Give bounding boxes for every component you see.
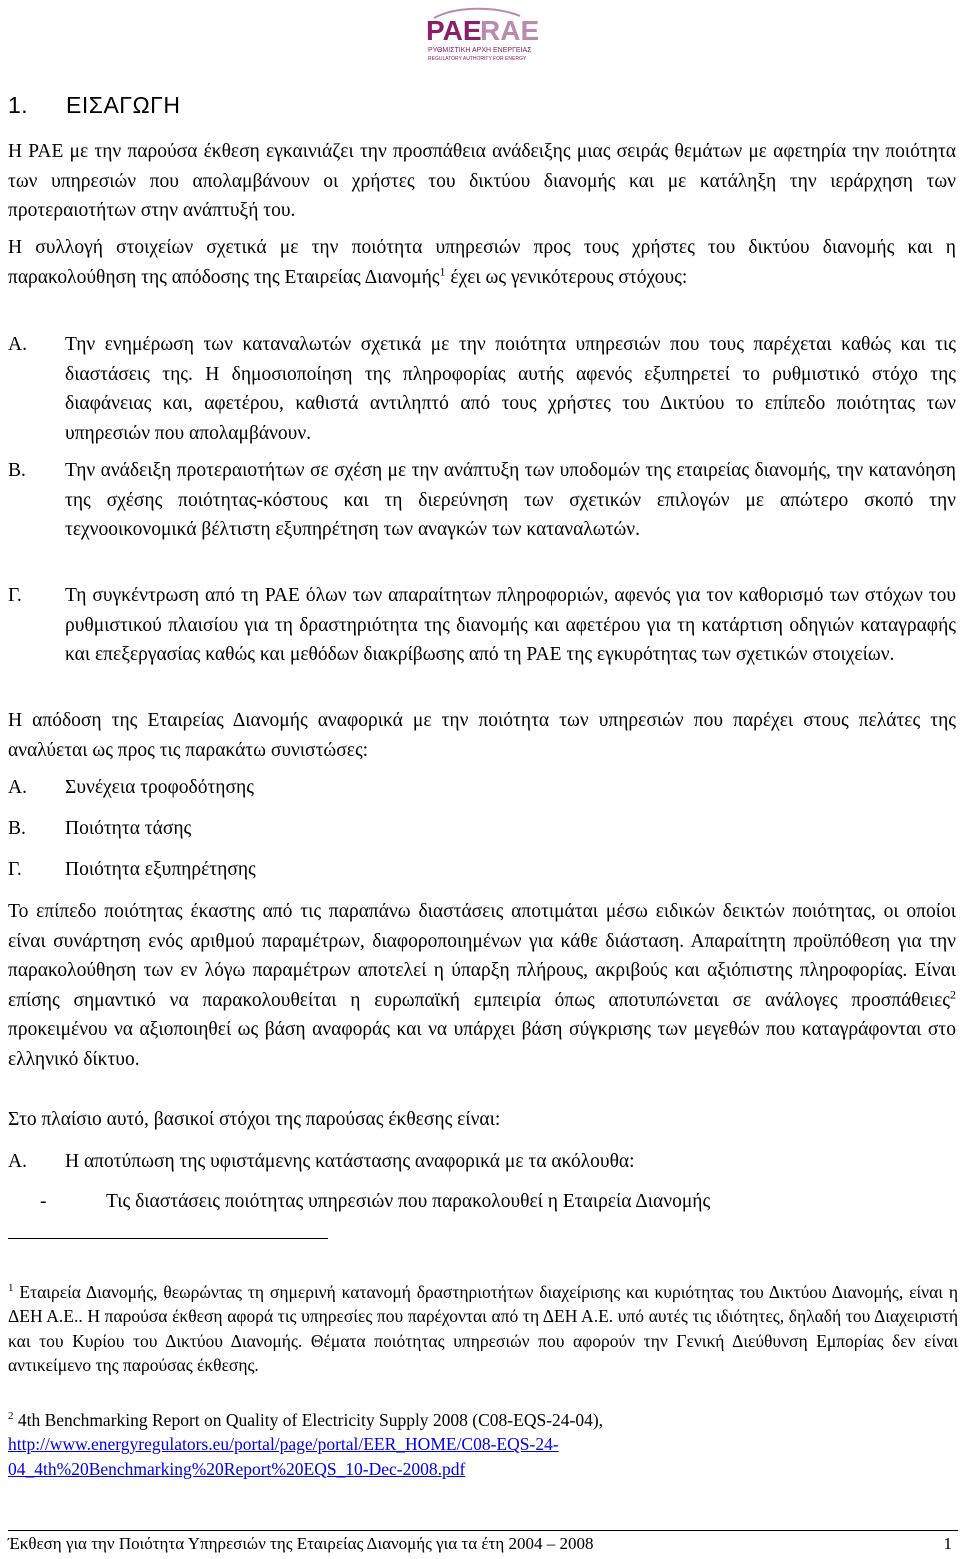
component-item-b bbox=[8, 814, 191, 844]
footer-title: Έκθεση για την Ποιότητα Υπηρεσιών της Εταιρείας Διανομής για τα έτη 2004 – 2008 bbox=[8, 1534, 594, 1553]
footnote-2-text: 4th Benchmarking Report on Quality of Electricity Supply 2008 (C08-EQS-24-04), bbox=[13, 1410, 604, 1430]
component-text: Συνέχεια τροφοδότησης bbox=[65, 777, 254, 798]
intro-p2-text: Η συλλογή στοιχείων σχετικά με την ποιότητα υπηρεσιών προς τους χρήστες του δικτύου διανομής και η παρακολούθηση της απόδοσης της Εταιρείας Διανομής bbox=[8, 237, 956, 288]
bullet-dash: - bbox=[40, 1191, 47, 1212]
footer-separator bbox=[8, 1530, 958, 1531]
objectives-intro: Στο πλαίσιο αυτό, βασικοί στόχοι της παρούσας έκθεσης είναι: bbox=[8, 1109, 501, 1130]
component-text: Ποιότητα εξυπηρέτησης bbox=[65, 859, 256, 880]
logo-tagline: ΡΥΘΜΙΣΤΙΚΗ ΑΡΧΗ ΕΝΕΡΓΕΙΑΣ bbox=[428, 47, 532, 54]
logo-name: PAE bbox=[426, 15, 482, 46]
goal-text: Τη συγκέντρωση από τη ΡΑΕ όλων των απαραίτητων πληροφοριών, αφενός για τον καθορισμό των στόχων του ρυθμιστικού πλαισίου για τη δραστηριότητα της διανομής και αφετέρου για τη κατάρτιση οδηγιών καταγραφής και επεξεργασίας καθώς και μεθόδων διακρίβωσης από τη ΡΑΕ της εγκυρότητας των σχετικών στοιχείων. bbox=[65, 585, 956, 665]
footnote-1-text: Εταιρεία Διανομής, θεωρώντας τη σημερινή κατανομή δραστηριοτήτων διαχείρισης και κυριότητας του Δικτύου Διανομής, είναι η ΔΕΗ Α.Ε.. Η παρούσα έκθεση αφορά τις υπηρεσίες που παρέχονται από τη ΔΕΗ Α.Ε. υπό αυτές τις ιδιότητες, δηλαδή του Διαχειριστή και του Κυρίου του Δικτύου Διανομής. Θέματα ποιότητας υπηρεσιών που αφορούν την Γενική Διεύθυνση Εμπορίας δεν είναι αντικείμενο της παρούσας έκθεσης. bbox=[8, 1282, 958, 1375]
footnote-2-link-cont[interactable]: 04_4th%20Benchmarking%20Report%20EQS_10-Dec-2008.pdf bbox=[8, 1458, 466, 1479]
footnote-2-link[interactable]: http://www.energyregulators.eu/portal/page/portal/EER_HOME/C08-EQS-24- bbox=[8, 1434, 559, 1455]
quality-level-tail: προκειμένου να αξιοποιηθεί ως βάση αναφοράς και να υπάρχει βάση σύγκρισης των μεγεθών που καταγράφονται στο ελληνικό δίκτυο. bbox=[8, 1019, 956, 1070]
objective-label: Α. bbox=[8, 1151, 27, 1172]
footnote-ref-1[interactable]: 1 bbox=[439, 264, 446, 278]
footnote-1 bbox=[8, 1280, 958, 1377]
component-item-c bbox=[8, 855, 256, 885]
goal-label: Β. bbox=[8, 460, 26, 481]
objective-bullet bbox=[40, 1187, 710, 1217]
logo-subname: RAE bbox=[480, 15, 540, 46]
goal-item-c bbox=[8, 581, 956, 670]
goal-text: Την ανάδειξη προτεραιοτήτων σε σχέση με την ανάπτυξη των υποδομών της εταιρείας διανομής, την κατανόηση της σχέσης ποιότητας-κόστους και τη διερεύνηση των σχετικών επιλογών με απώτερο σκοπό την τεχνοοικονομικά βέλτιστη εξυπηρέτηση των αναγκών των καταναλωτών. bbox=[65, 460, 956, 540]
quality-level-paragraph bbox=[8, 897, 956, 1074]
intro-p2-tail: έχει ως γενικότερους στόχους: bbox=[445, 266, 688, 288]
section-heading bbox=[8, 92, 180, 119]
footnote-1-number: 1 bbox=[8, 1282, 14, 1295]
footnote-separator bbox=[8, 1238, 328, 1239]
goal-item-a bbox=[8, 330, 956, 448]
footnote-2 bbox=[8, 1408, 958, 1481]
footnote-ref-2[interactable]: 2 bbox=[950, 987, 956, 1001]
bullet-text: Τις διαστάσεις ποιότητας υπηρεσιών που παρακολουθεί η Εταιρεία Διανομής bbox=[106, 1191, 711, 1212]
performance-intro: Η απόδοση της Εταιρείας Διανομής αναφορικά με την ποιότητα των υπηρεσιών που παρέχει στους πελάτες της αναλύεται ως προς τις παρακάτω συνιστώσες: bbox=[8, 710, 956, 761]
intro-paragraph-1: Η ΡΑΕ με την παρούσα έκθεση εγκαινιάζει την προσπάθεια ανάδειξης μιας σειράς θεμάτων με αφετηρία την ποιότητα των υπηρεσιών που απολαμβάνουν οι χρήστες του δικτύου διανομής και με κατάληξη την ιεράρχηση των προτεραιοτήτων στην ανάπτυξή του. bbox=[8, 141, 956, 221]
intro-paragraph-2 bbox=[8, 233, 956, 292]
footnote-2-number: 2 bbox=[8, 1410, 14, 1423]
rae-logo-graphic bbox=[416, 4, 546, 64]
component-label: Γ. bbox=[8, 859, 22, 880]
goal-label: Γ. bbox=[8, 585, 22, 606]
goal-text: Την ενημέρωση των καταναλωτών σχετικά με την ποιότητα υπηρεσιών που τους παρέχεται καθώς και τις διαστάσεις της. Η δημοσιοποίηση της πληροφορίας αυτής αφενός εξυπηρετεί το ρυθμιστικό στόχο της διαφάνειας και, αφετέρου, καθιστά αντιληπτό από τους χρήστες του Δικτύου το επίπεδο ποιότητας των υπηρεσιών που απολαμβάνουν. bbox=[65, 334, 956, 444]
objective-text: Η αποτύπωση της υφιστάμενης κατάστασης αναφορικά με τα ακόλουθα: bbox=[65, 1151, 635, 1172]
component-label: Β. bbox=[8, 818, 26, 839]
logo-tagline-en: REGULATORY AUTHORITY FOR ENERGY bbox=[428, 56, 527, 62]
page-number: 1 bbox=[943, 1534, 952, 1553]
quality-level-text: Το επίπεδο ποιότητας έκαστης από τις παραπάνω διαστάσεις αποτιμάται μέσω ειδικών δεικτών ποιότητας, οι οποίοι είναι συνάρτηση ενός αριθμού παραμέτρων, διαφοροποιημένων για κάθε διάσταση. Απαραίτητη προϋπόθεση για την παρακολούθηση των εν λόγω παραμέτρων αποτελεί η ύπαρξη πλήρους, ακριβούς και αξιόπιστης πληροφορίας. Είναι επίσης σημαντικό να παρακολουθείται η ευρωπαϊκή εμπειρία όπως αποτυπώνεται σε ανάλογες προσπάθειες bbox=[8, 901, 956, 1011]
section-number: 1. bbox=[8, 92, 29, 118]
component-text: Ποιότητα τάσης bbox=[65, 818, 192, 839]
goal-label: Α. bbox=[8, 334, 27, 355]
goal-item-b bbox=[8, 456, 956, 545]
objective-item-a bbox=[8, 1147, 635, 1177]
section-title: ΕΙΣΑΓΩΓΗ bbox=[66, 92, 181, 118]
component-item-a bbox=[8, 773, 254, 803]
rae-logo bbox=[416, 4, 546, 64]
component-label: Α. bbox=[8, 777, 27, 798]
